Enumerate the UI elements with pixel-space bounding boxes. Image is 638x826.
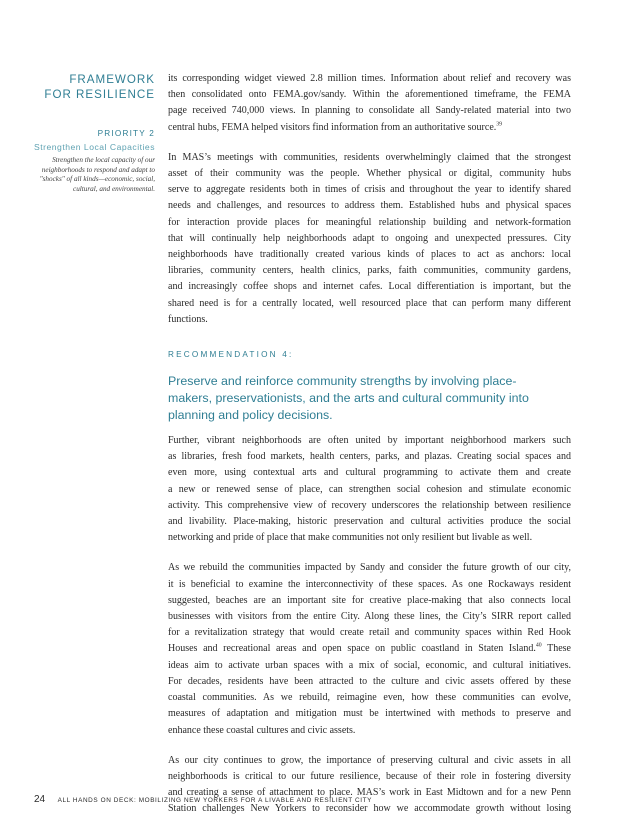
paragraph-line: for interaction provide places for meaningful relationship building and network-formation xyxy=(168,216,571,228)
framework-title-line: FRAMEWORK xyxy=(69,73,155,86)
footnote-ref: 39 xyxy=(496,121,503,128)
recommendation-title-line: makers, preservationists, and the arts and cultural community into xyxy=(168,391,529,406)
body-paragraph xyxy=(168,753,571,818)
priority-description-line: neighborhoods to respond and adapt to xyxy=(41,165,155,174)
priority-description-line: cultural, and environmental. xyxy=(73,185,155,194)
paragraph-line-text: central hubs, FEMA helped visitors find information from an authoritative source. xyxy=(168,121,497,133)
paragraph-line: even more, using contextual arts and cultural programming to activate them and create xyxy=(168,467,571,479)
paragraph-line-text: Houses and recreational areas and open space on public coastland in Staten Island. xyxy=(168,643,536,655)
paragraph-line-text: These xyxy=(541,643,571,655)
paragraph-line: In MAS’s meetings with communities, residents overwhelmingly claimed that the strongest xyxy=(168,151,571,163)
paragraph-line: as libraries, fresh food markets, health centers, parks, and plazas. Creating social spaces and xyxy=(168,451,571,463)
paragraph-line xyxy=(168,120,571,136)
paragraph-line: coastal communities. As we rebuild, reimagine even, how these communities can evolve, xyxy=(168,692,571,704)
body-paragraph xyxy=(168,150,571,328)
paragraph-line: for a revitalization strategy that would create retail and community spaces within Red Hook xyxy=(168,627,571,639)
paragraph-line: needs and challenges, and resources to address them. Established hubs and physical spaces xyxy=(168,200,571,212)
paragraph-line: measures of adaptation and mitigation must be intertwined with methods to preserve and xyxy=(168,708,571,720)
paragraph-line: that will continually help neighborhoods adapt to ongoing and unexpected pressures. City xyxy=(168,232,571,244)
framework-sidebar xyxy=(0,72,155,195)
priority-description-line: "shocks" of all kinds—economic, social, xyxy=(39,175,155,184)
paragraph-line: libraries, community centers, health clinics, parks, faith communities, community gardens, xyxy=(168,265,571,277)
paragraph-line: neighborhoods is critical to our future resilience, because of their role in fostering diversity xyxy=(168,770,571,782)
paragraph-line: and increasingly coffee shops and internet cafes. Local differentiation is important, but the xyxy=(168,281,571,293)
paragraph-line: activity. This comprehensive view of recovery underscores the relationship between resilience xyxy=(168,499,571,511)
paragraph-line: networking and pride of place that make communities not only resilient but livable as well. xyxy=(168,532,533,544)
paragraph-line: Station challenges New Yorkers to reconsider how we accommodate growth without losing xyxy=(168,803,571,815)
paragraph-line: shared need is for a centrally located, well resourced place that can perform many different xyxy=(168,297,571,309)
body-paragraph xyxy=(168,71,571,136)
paragraph-line: As we rebuild the communities impacted by Sandy and consider the future growth of our city, xyxy=(168,562,571,574)
paragraph-line: and creating a sense of attachment to place. MAS’s work in East Midtown and for a new Penn xyxy=(168,787,571,799)
priority-label: PRIORITY 2 xyxy=(97,129,155,138)
priority-description xyxy=(0,156,155,195)
paragraph-line: then consolidated onto FEMA.gov/sandy. Within the aforementioned timeframe, the FEMA xyxy=(168,89,571,101)
paragraph-line: asset of their community was the people. Whether physical or digital, community hubs xyxy=(168,168,571,180)
paragraph-line: a new or renewed sense of place, can strengthen social cohesion and stimulate economic xyxy=(168,483,571,495)
paragraph-line: it is beneficial to examine the interconnectivity of these spaces. As one Rockaways resident xyxy=(168,578,571,590)
recommendation-title xyxy=(168,373,571,424)
paragraph-line: ideas aim to activate urban spaces with a mix of social, economic, and cultural initiatives. xyxy=(168,659,571,671)
framework-title-line: FOR RESILIENCE xyxy=(44,88,155,101)
paragraph-line xyxy=(168,641,571,657)
main-column xyxy=(168,71,571,818)
body-paragraph xyxy=(168,433,571,546)
paragraph-line: enhance these coastal cultures and civic assets. xyxy=(168,724,356,736)
paragraph-line: For decades, residents have been attracted to the culture and civic assets offered by these xyxy=(168,675,571,687)
page-footer xyxy=(34,789,372,807)
priority-name: Strengthen Local Capacities xyxy=(34,142,155,152)
priority-description-line: Strengthen the local capacity of our xyxy=(52,156,155,164)
body-paragraph xyxy=(168,560,571,738)
paragraph-line: suggested, beaches are an important site for creative place-making that also connects local xyxy=(168,594,571,606)
recommendation-title-line: Preserve and reinforce community strengths by involving place- xyxy=(168,374,517,389)
paragraph-line: its corresponding widget viewed 2.8 million times. Information about relief and recovery was xyxy=(168,73,571,84)
footer-title: ALL HANDS ON DECK: MOBILIZING NEW YORKERS FOR A LIVABLE AND RESILIENT CITY xyxy=(57,797,372,804)
paragraph-line: and livability. Place-making, historic preservation and cultural activities produce the social xyxy=(168,516,571,528)
paragraph-line: page received 740,000 views. In planning to consolidate all Sandy-related material into two xyxy=(168,105,571,117)
paragraph-line: functions. xyxy=(168,313,208,325)
paragraph-line: serve to aggregate residents both in times of crisis and throughout the year to identify shared xyxy=(168,184,571,196)
paragraph-line: neighborhoods have traditionally created various kinds of places to act as anchors: local xyxy=(168,249,571,261)
page-number: 24 xyxy=(34,794,46,805)
paragraph-line: Further, vibrant neighborhoods are often united by important neighborhood markers such xyxy=(168,435,571,447)
paragraph-line: As our city continues to grow, the importance of preserving cultural and civic assets in all xyxy=(168,754,571,766)
footnote-ref: 40 xyxy=(535,643,542,650)
recommendation-label: RECOMMENDATION 4: xyxy=(168,350,294,360)
recommendation-title-line: planning and policy decisions. xyxy=(168,408,333,423)
framework-title xyxy=(0,72,155,102)
paragraph-line: businesses with visitors from the entire City. Along these lines, the City’s SIRR report called xyxy=(168,611,571,623)
